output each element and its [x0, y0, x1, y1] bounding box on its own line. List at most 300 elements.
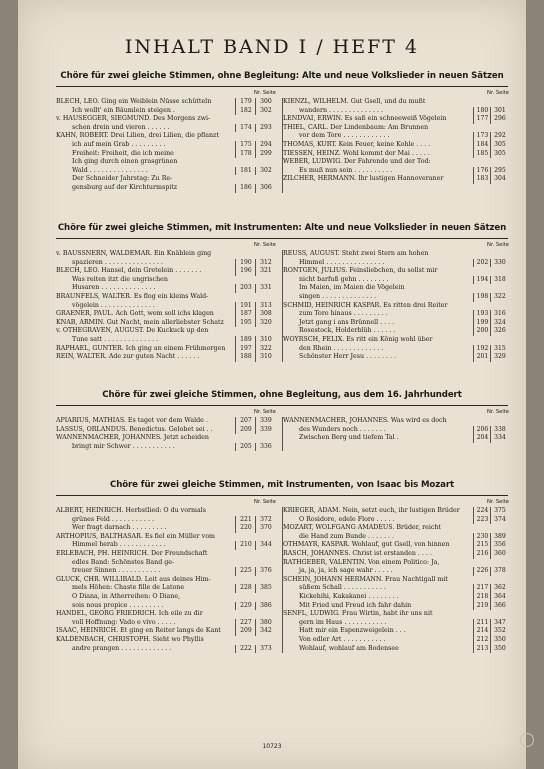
entry-page: 306	[255, 184, 276, 193]
entry-number: 206	[473, 426, 491, 435]
list-item	[283, 434, 509, 443]
column-header: Nr. Seite	[254, 409, 276, 415]
list-item	[56, 141, 282, 150]
list-item	[56, 250, 282, 259]
list-item	[56, 516, 282, 525]
column-header: Nr. Seite	[254, 242, 276, 248]
entry-text: nicht barfuß gehn . . . . . . . .	[299, 275, 389, 283]
entry-text: vor dem Tore . . . . . . . . . . . .	[299, 132, 390, 140]
list-item	[56, 302, 282, 311]
section-1	[56, 71, 508, 193]
entry-number: 221	[235, 516, 256, 525]
entry-text: wandern . . . . . . . . . . . . . .	[299, 106, 384, 114]
list-item	[283, 327, 509, 336]
entry-text: voll Hoffnung: Vado e vivo . . . . .	[72, 618, 176, 626]
entry-page: 374	[490, 516, 509, 525]
list-item	[56, 184, 282, 193]
list-item	[283, 284, 509, 293]
entry-number: 210	[235, 541, 256, 550]
list-item	[56, 259, 282, 268]
entry-number: 212	[473, 636, 491, 645]
list-item	[283, 302, 509, 311]
entry-text: O Diana, in Atherreihen: O Diane,	[72, 592, 181, 600]
column-header: Nr. Seite	[487, 242, 509, 248]
list-item	[56, 434, 282, 443]
list-item	[283, 417, 509, 426]
entry-page: 330	[490, 259, 509, 268]
entry-text: Tune satt . . . . . . . . . . . . . .	[72, 335, 159, 343]
entry-page: 310	[255, 353, 276, 362]
list-item	[283, 175, 509, 184]
entry-text: edles Band: Schönstes Band ge-	[72, 558, 175, 566]
entry-number: 188	[235, 353, 256, 362]
list-item	[56, 167, 282, 176]
entry-page: 362	[490, 584, 509, 593]
list-item	[56, 175, 282, 184]
entry-number: 213	[473, 645, 491, 654]
entry-text: andre prangen . . . . . . . . . . . . .	[72, 644, 172, 652]
list-item	[56, 636, 282, 645]
entry-text: Wohlauf, wohlauf am Bodensee	[299, 644, 399, 652]
entry-page: 372	[255, 516, 276, 525]
entry-page: 339	[255, 417, 276, 426]
entry-number: 191	[235, 302, 256, 311]
list-item	[283, 276, 509, 285]
entry-page: 326	[490, 327, 509, 336]
entry-text: Der Schneider Jahrstag: Zu Re-	[72, 175, 173, 183]
entry-page: 295	[490, 167, 509, 176]
entry-number: 187	[235, 310, 256, 319]
entry-text: Ich ging durch einen grasgrünen	[72, 158, 178, 166]
entry-number: 176	[473, 167, 491, 176]
entry-number: 190	[235, 259, 256, 268]
entry-number: 181	[235, 167, 256, 176]
list-item	[56, 284, 282, 293]
entry-text: GRAENER, PAUL. Ach Gott, wem soll ichs klagen	[56, 310, 214, 318]
entry-page: 312	[255, 259, 276, 268]
entry-text: Himmel herab . . . . . . . . . . . .	[72, 541, 166, 549]
entry-page: 350	[490, 645, 509, 654]
watermark-logo	[486, 733, 536, 763]
list-item	[283, 250, 509, 259]
list-item	[283, 353, 509, 362]
entry-text: Freiheit: Freiheit, die ich meine	[72, 149, 174, 157]
entry-text: Was reiten itzt die ungrischen	[72, 275, 168, 283]
list-item	[56, 327, 282, 336]
entry-text: Zwischen Berg und tiefem Tal .	[299, 434, 399, 442]
entry-text: Jetzt gang i ans Brünnell . . . .	[299, 318, 395, 326]
section-columns	[56, 499, 509, 653]
divider	[56, 86, 508, 87]
column-header: Nr. Seite	[487, 90, 509, 96]
entry-text: v. OTHEGRAVEN, AUGUST. De Kuckuck up den	[56, 327, 209, 335]
entry-page: 386	[255, 602, 276, 611]
entry-text: APIARIUS, MATHIAS. Es taget vor dem Walde .	[56, 417, 208, 424]
section-2	[56, 223, 508, 362]
list-item	[283, 610, 509, 619]
entry-text: ERLEBACH, PH. HEINRICH. Der Freundschaft	[56, 549, 208, 557]
list-item	[56, 417, 282, 426]
list-item	[56, 541, 282, 550]
entry-text: Ich wollt' ein Bäumlein steigen .	[72, 106, 175, 114]
entry-text: TIESSEN, HEINZ. Wohl kommt der Mai . . . . .	[283, 149, 430, 157]
entry-number: 215	[473, 541, 491, 550]
list-item	[283, 124, 509, 133]
entry-text: WANNENMACHER, JOHANNES. Jetzt scheiden	[56, 434, 209, 442]
entry-number: 220	[235, 524, 256, 533]
section-columns	[56, 409, 509, 451]
list-item	[283, 602, 509, 611]
entry-text: RATHGEBER, VALENTIN. Von einem Politico: Ja,	[283, 558, 440, 566]
entry-page: 336	[255, 443, 276, 452]
list-item	[56, 584, 282, 593]
column-header: Nr. Seite	[254, 499, 276, 505]
list-item	[283, 319, 509, 328]
entry-text: Wer fragt darnach . . . . . . . . .	[72, 524, 167, 532]
list-item	[56, 115, 282, 124]
entry-page: 300	[255, 98, 276, 107]
entry-number: 224	[473, 507, 491, 516]
column-right	[283, 499, 509, 653]
list-item	[56, 619, 282, 628]
list-item	[56, 150, 282, 159]
section-4	[56, 480, 508, 653]
entry-number: 175	[235, 141, 256, 150]
entry-text: Kickehihi, Kakakanei . . . . . . . .	[299, 592, 399, 600]
entry-page: 331	[255, 284, 276, 293]
entry-text: KNAB, ARMIN. Gut Nacht, mein allerliebster Schatz	[56, 318, 224, 326]
entry-text: ISAAC, HEINRICH. Et ging en Reiter langs de Kant	[56, 627, 221, 635]
entry-text: Mit Fried und Freud ich fahr dahin	[299, 601, 412, 609]
list-item	[283, 533, 509, 542]
list-item	[283, 507, 509, 516]
entry-number: 216	[473, 550, 491, 559]
entry-number: 223	[473, 516, 491, 525]
entry-page: 347	[490, 619, 509, 628]
list-item	[283, 267, 509, 276]
list-item	[56, 645, 282, 654]
entry-number: 207	[235, 417, 256, 426]
entry-number: 218	[473, 593, 491, 602]
entry-text: SENFL, LUDWIG. Frau Wirtin, habt ihr uns nit	[283, 610, 433, 618]
entry-number: 230	[473, 533, 491, 542]
list-item	[56, 627, 282, 636]
entry-text: zum Tore hinaus . . . . . . . . .	[299, 310, 388, 318]
entry-number: 193	[473, 310, 491, 319]
entry-text: SCHMID, HEINRICH KASPAR. Es ritten drei Reiter	[283, 301, 448, 309]
column-right	[283, 409, 509, 451]
entry-number: 186	[235, 184, 256, 193]
list-item	[56, 310, 282, 319]
entry-number: 194	[473, 276, 491, 285]
entry-page: 320	[255, 319, 276, 328]
entry-text: Husaren . . . . . . . . . . . . . .	[72, 284, 156, 292]
entry-text: des Wunders noch . . . . . . .	[299, 425, 386, 433]
entry-number: 226	[473, 567, 491, 576]
entry-text: Rosestock, Holderblüh . . . . . .	[299, 327, 396, 335]
entry-text: ARTHOPIUS, BALTHASAR. Es fiel ein Müller vom	[56, 532, 215, 540]
list-item	[283, 567, 509, 576]
page-title: INHALT BAND I / HEFT 4	[124, 36, 420, 58]
entry-page: 308	[255, 310, 276, 319]
list-item	[283, 636, 509, 645]
entry-page: 385	[255, 584, 276, 593]
entry-text: RASCH, JOHANNES. Christ ist erstanden . . . .	[283, 549, 432, 557]
list-item	[56, 107, 282, 116]
entry-text: grünes Feld . . . . . . . . . . .	[72, 515, 154, 523]
entry-number: 219	[473, 602, 491, 611]
entry-page: 304	[490, 175, 509, 184]
entry-page: 321	[255, 267, 276, 276]
entry-number: 228	[235, 584, 256, 593]
list-item	[283, 310, 509, 319]
entry-text: treuer Sinnen . . . . . . . . . . .	[72, 567, 161, 575]
list-item	[56, 443, 282, 452]
entry-text: WANNENMACHER, JOHANNES. Was wird es doch	[283, 417, 447, 424]
entry-page: 364	[490, 593, 509, 602]
list-item	[56, 593, 282, 602]
entry-text: spazieren . . . . . . . . . . . . . . .	[72, 258, 163, 266]
entry-number: 189	[235, 336, 256, 345]
column-header: Nr. Seite	[254, 90, 276, 96]
entry-text: GLUCK, CHR. WILLIBALD. Leit aus deines Him-	[56, 575, 211, 583]
entry-text: REIN, WALTER. Ade zur guten Nacht . . . . . .	[56, 353, 200, 361]
entry-number: 182	[235, 107, 256, 116]
entry-number: 227	[235, 619, 256, 628]
list-item	[283, 150, 509, 159]
section-heading: Chöre für zwei gleiche Stimmen, mit Instrumenten, von Isaac bis Mozart	[110, 480, 454, 490]
entry-number: 222	[235, 645, 256, 654]
entry-text: LASSUS, ORLANDUS. Benedictus. Gelobet sei . .	[56, 425, 213, 433]
entry-text: ALBERT, HEINRICH. Herbstlied: O du vormals	[56, 507, 206, 514]
print-number: 10723	[262, 743, 282, 750]
entry-text: WOYRSCH, FELIX. Es ritt ein König wohl über	[283, 335, 433, 343]
divider	[56, 238, 508, 239]
list-item	[283, 115, 509, 124]
entry-page: 344	[255, 541, 276, 550]
entry-text: HÄNDEL, GEORG FRIEDRICH. Ich eile zu dir	[56, 610, 203, 618]
entry-text: O Rosidore, edele Flore . . . . .	[299, 515, 395, 523]
section-3	[56, 390, 508, 451]
list-item	[56, 559, 282, 568]
entry-page: 360	[490, 550, 509, 559]
entry-number: 184	[473, 141, 491, 150]
entry-page: 322	[255, 345, 276, 354]
entry-number: 197	[235, 345, 256, 354]
entry-number: 183	[473, 175, 491, 184]
list-item	[283, 593, 509, 602]
book-page	[18, 0, 526, 769]
entry-number: 203	[235, 284, 256, 293]
entry-number: 202	[473, 259, 491, 268]
list-item	[283, 584, 509, 593]
entry-page: 350	[490, 636, 509, 645]
column-right	[283, 90, 509, 193]
entry-number: 178	[235, 150, 256, 159]
entry-number: 174	[235, 124, 256, 133]
entry-number: 229	[235, 602, 256, 611]
entry-number: 201	[473, 353, 491, 362]
entry-text: KALDENBACH, CHRISTOPH. Sieht wo Phyllis	[56, 635, 204, 643]
entry-page: 370	[255, 524, 276, 533]
column-right	[283, 242, 509, 362]
entry-text: ja, ja, ja, ich sage wahr . . . . .	[299, 567, 393, 575]
list-item	[283, 627, 509, 636]
section-heading: Chöre für zwei gleiche Stimmen, ohne Begleitung: Alte und neue Volkslieder in neuen Sätzen	[60, 71, 504, 81]
entry-page: 316	[490, 310, 509, 319]
list-item	[283, 167, 509, 176]
entry-page: 375	[490, 507, 509, 516]
section-columns	[56, 242, 509, 362]
entry-number: 180	[473, 107, 491, 116]
entry-number: 196	[235, 267, 256, 276]
entry-text: SCHEIN, JOHANN HERMANN. Frau Nachtigall mit	[283, 575, 448, 583]
entry-number: 177	[473, 115, 491, 124]
section-columns	[56, 90, 509, 193]
entry-text: OTHMAYR, KASPAR. Wohlauf, gut Gsell, von hinnen	[283, 541, 450, 549]
entry-text: v. HAUSEGGER, SIEGMUND. Des Morgens zwi-	[56, 115, 211, 123]
entry-number: 200	[473, 327, 491, 336]
entry-text: den Rhein . . . . . . . . . . . . .	[299, 344, 384, 352]
list-item	[56, 267, 282, 276]
column-left	[56, 90, 283, 193]
list-item	[283, 559, 509, 568]
list-item	[56, 524, 282, 533]
list-item	[56, 158, 282, 167]
list-item	[283, 550, 509, 559]
entry-page: 334	[490, 434, 509, 443]
column-left	[56, 499, 283, 653]
entry-number: 198	[473, 293, 491, 302]
list-item	[56, 507, 282, 516]
entry-page: 324	[490, 319, 509, 328]
list-item	[283, 524, 509, 533]
section-heading: Chöre für zwei gleiche Stimmen, mit Instrumenten: Alte und neue Volkslieder in neuen Sätzen	[57, 223, 507, 233]
list-item	[283, 293, 509, 302]
list-item	[56, 336, 282, 345]
entry-number: 185	[473, 150, 491, 159]
entry-text: singen . . . . . . . . . . . . . .	[299, 292, 377, 300]
entry-text: schen drein und vieren . . . . . .	[72, 123, 170, 131]
entry-page: 322	[490, 293, 509, 302]
entry-number: 204	[473, 434, 491, 443]
column-left	[56, 242, 283, 362]
entry-page: 373	[255, 645, 276, 654]
list-item	[283, 98, 509, 107]
list-item	[56, 576, 282, 585]
entry-page: 313	[255, 302, 276, 311]
entry-page: 329	[490, 353, 509, 362]
entry-text: Hatt mir ein Espenzweigelein . . .	[299, 627, 406, 635]
entry-text: BRAUNFELS, WALTER. Es flog ein kleins Wald-	[56, 292, 209, 300]
entry-text: RÖNTGEN, JULIUS. Feinsliebchen, du sollst mir	[283, 267, 438, 275]
entry-page: 378	[490, 567, 509, 576]
list-item	[56, 533, 282, 542]
column-left	[56, 409, 283, 451]
entry-page: 302	[255, 167, 276, 176]
column-header: Nr. Seite	[487, 499, 509, 505]
entry-text: süßem Schall . . . . . . . . . . .	[299, 584, 386, 592]
entry-text: Schönster Herr Jesu . . . . . . . .	[299, 353, 397, 361]
entry-text: BLECH, LEO. Ging ein Weiblein Nüsse schütteln	[56, 98, 212, 105]
entry-page: 338	[490, 426, 509, 435]
list-item	[283, 576, 509, 585]
list-item	[283, 107, 509, 116]
entry-number: 179	[235, 98, 256, 107]
entry-page: 294	[255, 141, 276, 150]
entry-text: ich auf mein Grab . . . . . . . . .	[72, 140, 166, 148]
entry-text: sois nous propice . . . . . . . . .	[72, 601, 164, 609]
entry-text: THOMAS, KURT. Kein Feuer, keine Kohle . . . .	[283, 140, 431, 148]
entry-text: KIENZL, WILHELM. Gut Gsell, und du mußt	[283, 98, 426, 105]
list-item	[56, 426, 282, 435]
list-item	[56, 132, 282, 141]
entry-page: 389	[490, 533, 509, 542]
entry-page: 292	[490, 132, 509, 141]
entry-text: gensburg auf der Kirchturmspitz	[72, 183, 178, 191]
entry-number: 173	[473, 132, 491, 141]
entry-text: BLECH, LEO. Hansel, dein Gretelein . . . . . . .	[56, 267, 202, 275]
entry-page: 305	[490, 141, 509, 150]
entry-text: KAHN, ROBERT. Drei Lilien, drei Lilien, die pflanzt	[56, 132, 219, 140]
list-item	[283, 132, 509, 141]
entry-number: 211	[473, 619, 491, 628]
entry-text: MOZART, WOLFGANG AMADEUS. Brüder, reicht	[283, 524, 441, 532]
list-item	[283, 141, 509, 150]
entry-text: mels Höhen: Chaste fille de Latone	[72, 584, 185, 592]
column-header: Nr. Seite	[487, 409, 509, 415]
entry-page: 299	[255, 150, 276, 159]
entry-number: 214	[473, 627, 491, 636]
entry-text: Himmel . . . . . . . . . . . . . . .	[299, 258, 385, 266]
section-heading: Chöre für zwei gleiche Stimmen, ohne Begleitung, aus dem 16. Jahrhundert	[102, 390, 462, 400]
divider	[56, 405, 508, 406]
entry-text: Von edler Art . . . . . . . . . . .	[299, 635, 386, 643]
entry-text: ZILCHER, HERMANN. Ihr lustigen Hannoveraner	[283, 175, 444, 183]
entry-number: 209	[235, 627, 256, 636]
entry-number: 205	[235, 443, 256, 452]
entry-number: 195	[235, 319, 256, 328]
list-item	[56, 319, 282, 328]
entry-text: Im Maien, im Maien die Vögelein	[299, 284, 405, 292]
entry-text: THIEL, CARL. Der Lindenbaum: Am Brunnen	[283, 123, 429, 131]
entry-number: 225	[235, 567, 256, 576]
entry-page: 305	[490, 150, 509, 159]
entry-page: 301	[490, 107, 509, 116]
entry-number: 199	[473, 319, 491, 328]
list-item	[56, 124, 282, 133]
entry-text: REUSS, AUGUST. Steht zwei Stern am hohen	[283, 250, 429, 257]
list-item	[56, 602, 282, 611]
list-item	[283, 336, 509, 345]
list-item	[283, 158, 509, 167]
entry-text: gern im Haus . . . . . . . . . . .	[299, 618, 387, 626]
list-item	[283, 345, 509, 354]
entry-page: 356	[490, 541, 509, 550]
list-item	[56, 98, 282, 107]
entry-number: 192	[473, 345, 491, 354]
entry-page: 339	[255, 426, 276, 435]
entry-text: KRIEGER, ADAM. Nein, setzt euch, ihr lustigen Brüder	[283, 507, 460, 514]
list-item	[56, 293, 282, 302]
entry-page: 318	[490, 276, 509, 285]
entry-text: die Hand zum Bunde . . . . . . .	[299, 532, 394, 540]
list-item	[56, 276, 282, 285]
entry-text: Es muß nun sein . . . . . . . . . .	[299, 166, 393, 174]
entry-page: 342	[255, 627, 276, 636]
list-item	[56, 353, 282, 362]
entry-page: 302	[255, 107, 276, 116]
